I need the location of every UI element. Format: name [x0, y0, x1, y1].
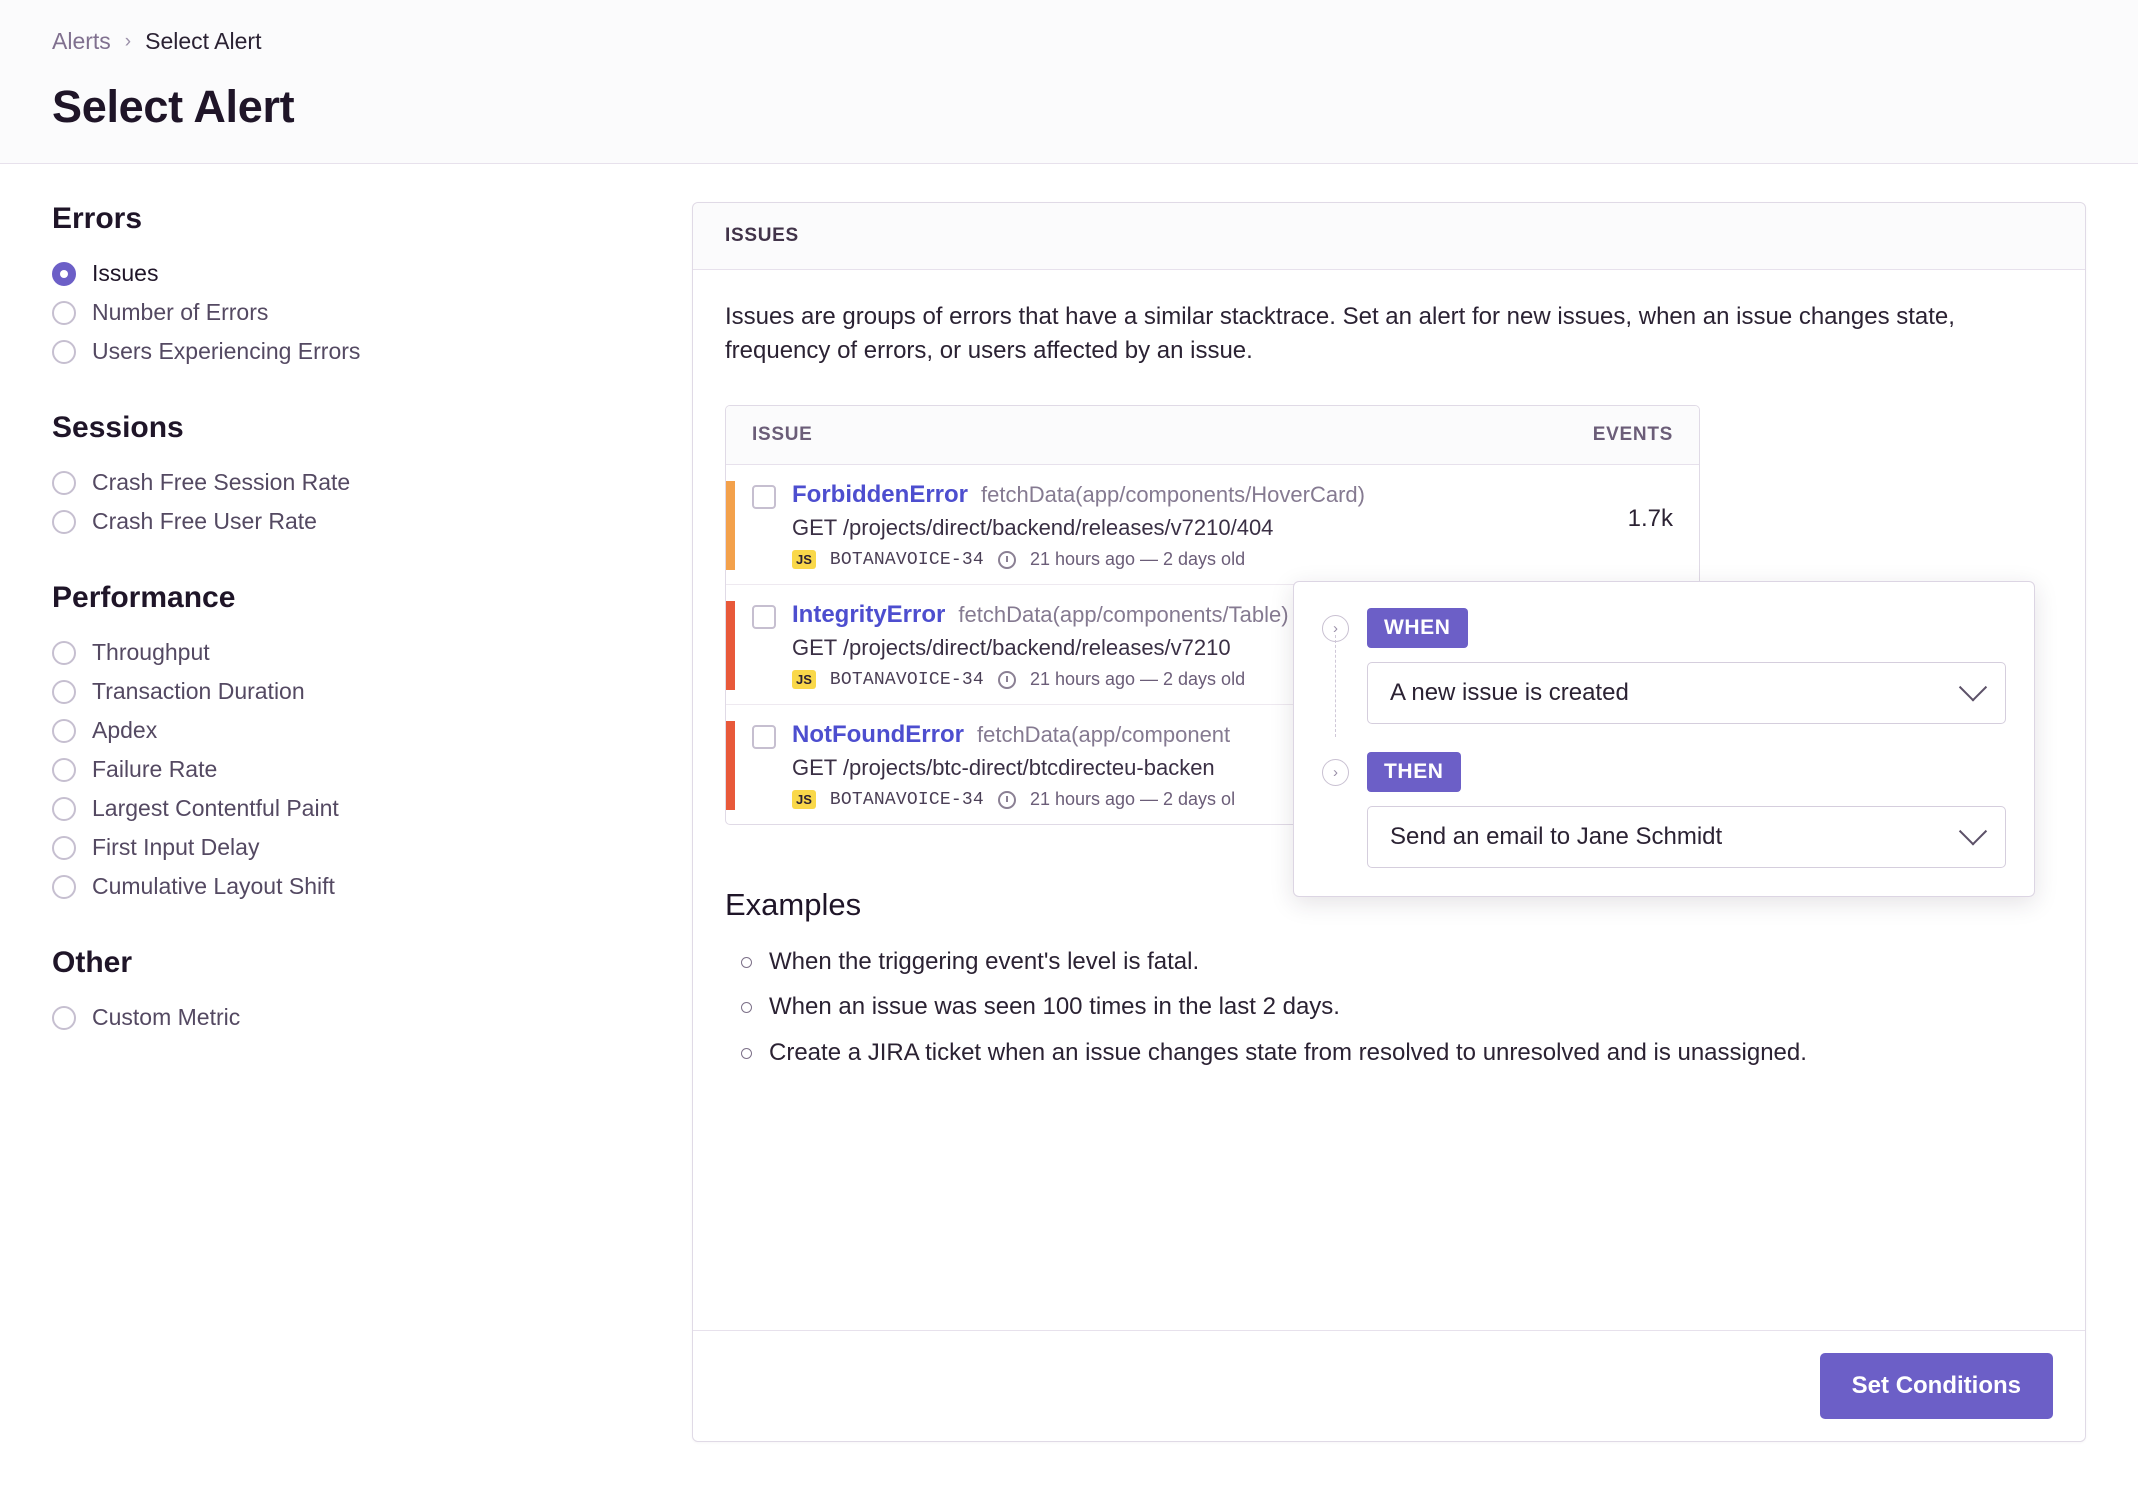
step-chevron-icon: › [1322, 759, 1349, 786]
examples-title: Examples [725, 887, 862, 923]
row-checkbox[interactable] [752, 605, 776, 629]
sidebar-item-label: Custom Metric [92, 1004, 241, 1030]
step-chevron-icon: › [1322, 615, 1349, 642]
then-select-row [1367, 806, 2006, 868]
sidebar-item-failure-rate[interactable] [52, 750, 692, 789]
sidebar-group-title-sessions: Sessions [52, 411, 184, 444]
issue-age: 21 hours ago — 2 days ol [1029, 789, 1236, 810]
column-header-issue: ISSUE [752, 424, 813, 446]
radio-icon-number-of-errors[interactable] [52, 301, 76, 325]
sidebar-item-label: Failure Rate [92, 756, 218, 782]
sidebar-group-other [52, 946, 692, 1037]
issue-path: GET /projects/btc-direct/btcdirecteu-backen [792, 755, 1215, 781]
sidebar-item-label: Number of Errors [92, 299, 269, 325]
main-content [0, 164, 2138, 1442]
then-action-value: Send an email to Jane Schmidt [1390, 823, 1723, 850]
column-header-events: EVENTS [1592, 424, 1673, 446]
chevron-right-icon: › [124, 31, 132, 52]
chevron-down-icon [1959, 817, 1987, 845]
sidebar-item-label: Apdex [92, 717, 158, 743]
table-row[interactable] [726, 465, 1699, 585]
sidebar-item-users-experiencing-errors[interactable] [52, 332, 692, 371]
platform-badge-js: JS [792, 550, 816, 569]
sidebar-item-largest-contentful-paint[interactable] [52, 789, 692, 828]
radio-icon-first-input-delay[interactable] [52, 836, 76, 860]
issue-summary [792, 481, 1543, 570]
issue-culprit: fetchData(app/components/Table) [958, 602, 1289, 628]
sidebar-group-performance [52, 581, 692, 906]
sidebar-item-transaction-duration[interactable] [52, 672, 692, 711]
sidebar-item-label: Crash Free User Rate [92, 508, 317, 534]
clock-icon [998, 551, 1016, 569]
step-connector [1335, 635, 1336, 737]
row-checkbox[interactable] [752, 485, 776, 509]
alert-type-sidebar [52, 202, 692, 1077]
sidebar-group-errors [52, 202, 692, 371]
page-header [0, 0, 2138, 164]
sidebar-item-label: Throughput [92, 639, 210, 665]
sidebar-item-label: First Input Delay [92, 834, 260, 860]
chevron-down-icon [1959, 673, 1987, 701]
issue-type-link[interactable]: IntegrityError [792, 601, 946, 629]
list-item: Create a JIRA ticket when an issue changes state from resolved to unresolved and is unassigned. [741, 1034, 2053, 1071]
radio-icon-failure-rate[interactable] [52, 758, 76, 782]
then-keyword-label: THEN [1367, 752, 1461, 792]
radio-icon-crash-free-session-rate[interactable] [52, 471, 76, 495]
issue-project: BOTANAVOICE-34 [829, 669, 984, 690]
radio-icon-transaction-duration[interactable] [52, 680, 76, 704]
issue-path: GET /projects/direct/backend/releases/v7210 [792, 635, 1231, 661]
panel-header [693, 203, 2085, 270]
rule-step-then [1322, 752, 2006, 792]
sidebar-item-cumulative-layout-shift[interactable] [52, 867, 692, 906]
sidebar-item-label: Users Experiencing Errors [92, 338, 361, 364]
radio-icon-users-experiencing-errors[interactable] [52, 340, 76, 364]
panel-description: Issues are groups of errors that have a similar stacktrace. Set an alert for new issues, when an issue changes state, frequency of errors, or users affected by an issue. [725, 303, 1955, 364]
page-title: Select Alert [52, 81, 295, 132]
sidebar-item-apdex[interactable] [52, 711, 692, 750]
radio-icon-largest-contentful-paint[interactable] [52, 797, 76, 821]
level-indicator [726, 721, 735, 810]
examples-section [725, 887, 2053, 1119]
when-condition-select[interactable] [1367, 662, 2006, 724]
list-item: When an issue was seen 100 times in the last 2 days. [741, 988, 2053, 1025]
breadcrumb-link-alerts[interactable]: Alerts [52, 28, 111, 54]
issue-project: BOTANAVOICE-34 [829, 549, 984, 570]
panel-footer [693, 1330, 2085, 1441]
sidebar-item-label: Crash Free Session Rate [92, 469, 351, 495]
issue-type-link[interactable]: NotFoundError [792, 721, 964, 749]
breadcrumb-current: Select Alert [145, 28, 262, 54]
breadcrumb [52, 28, 2086, 55]
sidebar-item-label: Transaction Duration [92, 678, 305, 704]
sidebar-group-sessions [52, 411, 692, 541]
issue-type-link[interactable]: ForbiddenError [792, 481, 969, 509]
row-checkbox[interactable] [752, 725, 776, 749]
issue-age: 21 hours ago — 2 days old [1029, 669, 1246, 690]
issue-meta [792, 549, 1543, 570]
alert-rule-popover [1293, 581, 2035, 897]
platform-badge-js: JS [792, 790, 816, 809]
sidebar-item-label: Cumulative Layout Shift [92, 873, 335, 899]
when-select-row [1367, 662, 2006, 724]
issue-path: GET /projects/direct/backend/releases/v7210/404 [792, 515, 1274, 541]
level-indicator [726, 481, 735, 570]
sidebar-item-label: Largest Contentful Paint [92, 795, 339, 821]
sidebar-item-label: Issues [92, 260, 159, 286]
radio-icon-cumulative-layout-shift[interactable] [52, 875, 76, 899]
issue-table-header [726, 406, 1699, 465]
sidebar-group-title-performance: Performance [52, 581, 236, 614]
radio-icon-custom-metric[interactable] [52, 1006, 76, 1030]
sidebar-item-number-of-errors[interactable] [52, 293, 692, 332]
then-action-select[interactable] [1367, 806, 2006, 868]
issue-culprit: fetchData(app/components/HoverCard) [981, 482, 1365, 508]
rule-step-when [1322, 608, 2006, 648]
examples-list [725, 943, 2053, 1071]
clock-icon [998, 791, 1016, 809]
issues-panel [692, 202, 2086, 1442]
sidebar-item-issues[interactable] [52, 254, 692, 293]
set-conditions-button[interactable]: Set Conditions [1820, 1353, 2053, 1419]
issue-events-count: 1.7k [1627, 505, 1673, 533]
sidebar-item-crash-free-user-rate[interactable] [52, 502, 692, 541]
list-item: When the triggering event's level is fatal. [741, 943, 2053, 980]
sidebar-item-custom-metric[interactable] [52, 998, 692, 1037]
issue-project: BOTANAVOICE-34 [829, 789, 984, 810]
level-indicator [726, 601, 735, 690]
sidebar-item-throughput[interactable] [52, 633, 692, 672]
sidebar-group-title-errors: Errors [52, 202, 143, 235]
sidebar-item-crash-free-session-rate[interactable] [52, 463, 692, 502]
issue-culprit: fetchData(app/component [976, 722, 1231, 748]
radio-icon-issues[interactable] [52, 262, 76, 286]
panel-header-title: ISSUES [725, 225, 799, 246]
when-condition-value: A new issue is created [1390, 679, 1629, 706]
radio-icon-crash-free-user-rate[interactable] [52, 510, 76, 534]
when-keyword-label: WHEN [1367, 608, 1468, 648]
radio-icon-apdex[interactable] [52, 719, 76, 743]
radio-icon-throughput[interactable] [52, 641, 76, 665]
sidebar-item-first-input-delay[interactable] [52, 828, 692, 867]
platform-badge-js: JS [792, 670, 816, 689]
sidebar-group-title-other: Other [52, 946, 133, 979]
clock-icon [998, 671, 1016, 689]
issue-age: 21 hours ago — 2 days old [1029, 549, 1246, 570]
